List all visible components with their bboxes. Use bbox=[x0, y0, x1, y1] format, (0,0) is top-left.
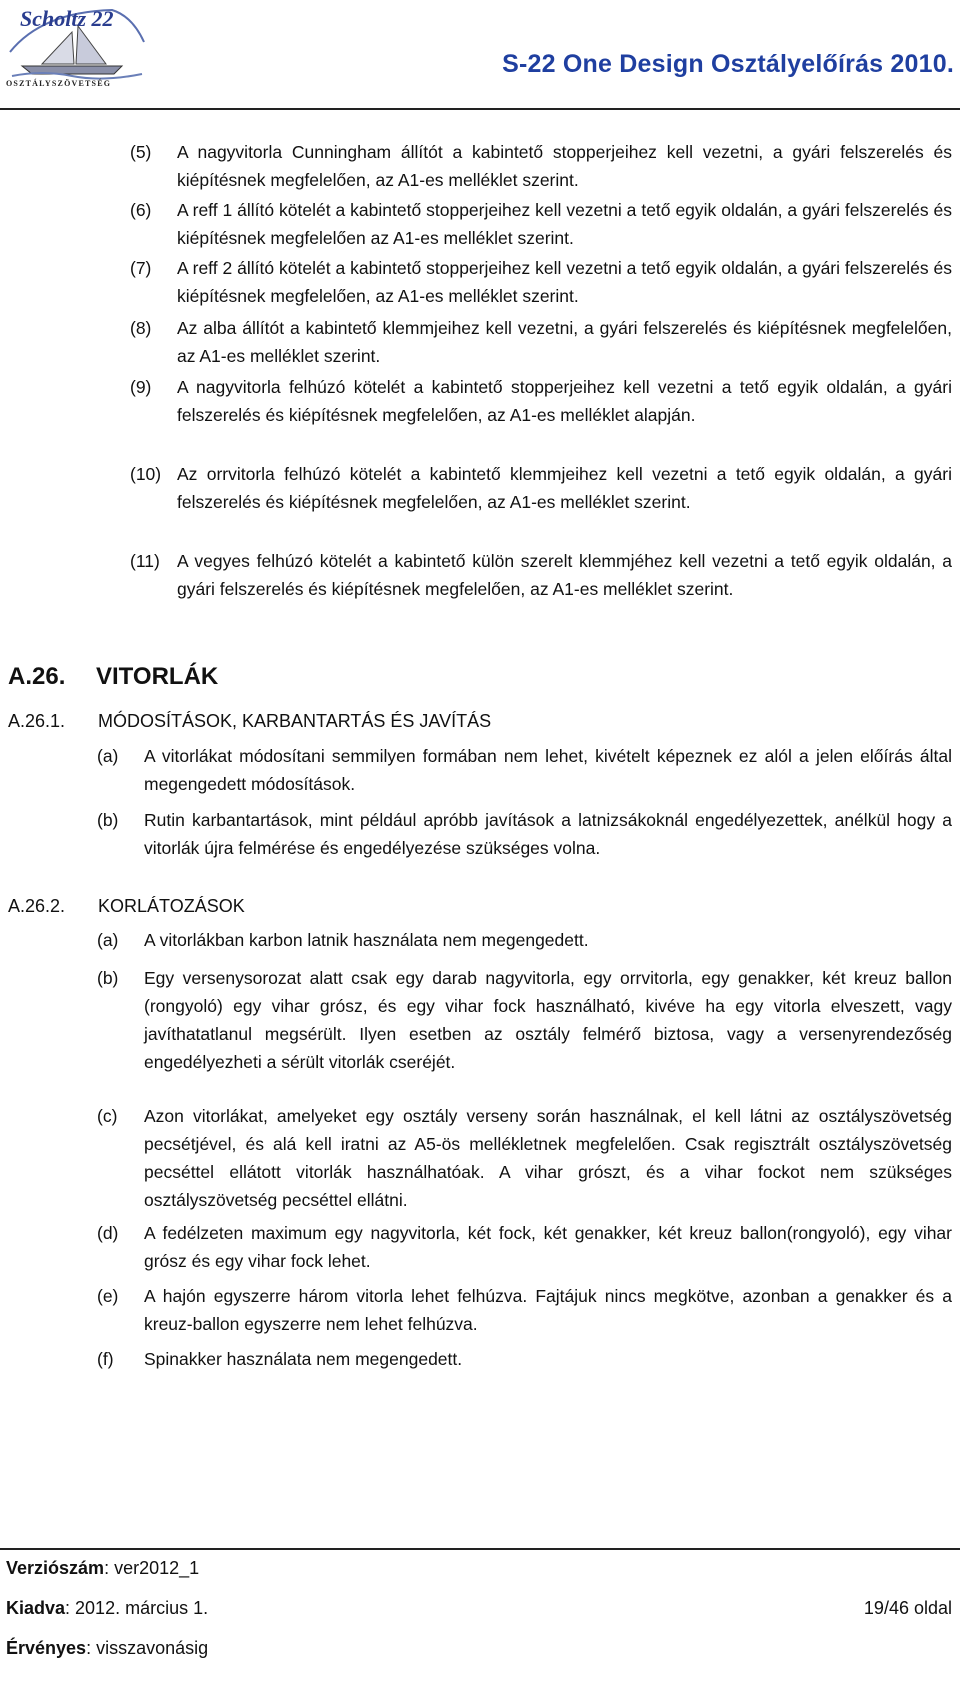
subsection-number: A.26.1. bbox=[8, 711, 66, 731]
section-heading bbox=[8, 663, 218, 691]
logo-text-top: Scholtz 22 bbox=[20, 6, 114, 31]
item-number: (9) bbox=[130, 377, 152, 397]
section-title: VITORLÁK bbox=[96, 663, 219, 690]
list-item bbox=[97, 806, 952, 862]
list-item bbox=[97, 964, 952, 1076]
item-number: (10) bbox=[130, 464, 162, 484]
item-text: A hajón egyszerre három vitorla lehet felhúzva. Fajtájuk nincs megkötve, azonban a genakker és a kreuz-ballon egyszerre nem lehet felhúzva. bbox=[144, 1286, 952, 1334]
header-divider bbox=[0, 108, 960, 110]
subsection-heading bbox=[8, 896, 245, 917]
version-info bbox=[6, 1558, 199, 1579]
list-item bbox=[130, 196, 952, 252]
list-item bbox=[97, 1345, 952, 1373]
list-item bbox=[130, 314, 952, 370]
list-item bbox=[97, 1219, 952, 1275]
valid-value: : visszavonásig bbox=[86, 1638, 209, 1658]
item-text: A reff 2 állító kötelét a kabintető stopperjeihez kell vezetni a tető egyik oldalán, a gyári felszerelés és kiépítésnek megfelelően, az A1-es melléklet szerint. bbox=[177, 258, 952, 306]
item-text: Az orrvitorla felhúzó kötelét a kabintető klemmjeihez kell vezetni a tető egyik oldalán, a gyári felszerelés és kiépítésnek megfelelően, az A1-es melléklet szerint. bbox=[177, 464, 952, 512]
item-letter: (b) bbox=[97, 810, 119, 830]
item-text: Az alba állítót a kabintető klemmjeihez kell vezetni, a gyári felszerelés és kiépítésnek megfelelően, az A1-es melléklet szerint. bbox=[177, 318, 952, 366]
list-item bbox=[97, 742, 952, 798]
item-text: Spinakker használata nem megengedett. bbox=[144, 1349, 463, 1369]
document-title: S-22 One Design Osztályelőírás 2010. bbox=[502, 50, 954, 78]
item-letter: (a) bbox=[97, 930, 119, 950]
page-footer bbox=[0, 1548, 960, 1691]
issue-value: : 2012. március 1. bbox=[65, 1598, 209, 1618]
item-text: A vitorlákban karbon latnik használata nem megengedett. bbox=[144, 930, 589, 950]
page-header bbox=[0, 0, 960, 112]
item-text: Azon vitorlákat, amelyeket egy osztály verseny során használnak, el kell látni az osztályszövetség pecsétjével, és alá kell iratni az A5-ös mellékletnek megfelelően. Csak regisztrált osztályszövetség pecséttel ellátott vitorlák használhatóak. A vihar grószt, és a vihar fockot nem szükséges osztályszövetség pecséttel ellátni. bbox=[144, 1106, 952, 1210]
subsection-number: A.26.2. bbox=[8, 896, 66, 916]
item-text: A vegyes felhúzó kötelét a kabintető külön szerelt klemmjéhez kell vezetni a tető egyik oldalán, a gyári felszerelés és kiépítésnek megfelelően, az A1-es melléklet szerint. bbox=[177, 551, 952, 599]
list-item bbox=[130, 254, 952, 310]
class-association-logo bbox=[2, 2, 152, 88]
list-item bbox=[97, 1102, 952, 1214]
item-letter: (a) bbox=[97, 746, 119, 766]
subsection-title: KORLÁTOZÁSOK bbox=[98, 896, 245, 916]
item-letter: (b) bbox=[97, 968, 119, 988]
item-number: (5) bbox=[130, 142, 152, 162]
item-text: Egy versenysorozat alatt csak egy darab nagyvitorla, egy orrvitorla, egy genakker, két kreuz ballon (rongyoló) egy vihar grósz, és egy vihar fock használható, kivéve ha egy vitorla elveszett, vagy javíthatatlanul megsérült. Ilyen esetben az osztály felmérő biztosa, vagy a versenyrendezőség engedélyezheti a sérült vitorlák cseréjét. bbox=[144, 968, 952, 1072]
list-item bbox=[97, 1282, 952, 1338]
subsection-title: MÓDOSÍTÁSOK, KARBANTARTÁS ÉS JAVÍTÁS bbox=[98, 711, 492, 731]
list-item bbox=[130, 460, 952, 516]
logo-text-bottom: OSZTÁLYSZÖVETSÉG bbox=[6, 79, 112, 88]
version-value: : ver2012_1 bbox=[104, 1558, 200, 1578]
item-text: A nagyvitorla felhúzó kötelét a kabintető stopperjeihez kell vezetni a tető egyik oldalán, a gyári felszerelés és kiépítésnek megfelelően, az A1-es melléklet alapján. bbox=[177, 377, 952, 425]
list-item bbox=[130, 138, 952, 194]
item-text: Rutin karbantartások, mint például apróbb javítások a latnizsákoknál engedélyezettek, anélkül hogy a vitorlák újra felmérése és engedélyezése szükséges volna. bbox=[144, 810, 952, 858]
item-number: (7) bbox=[130, 258, 152, 278]
page-number: 19/46 oldal bbox=[863, 1598, 952, 1618]
item-letter: (e) bbox=[97, 1286, 119, 1306]
issue-info bbox=[6, 1598, 208, 1619]
item-letter: (f) bbox=[97, 1349, 114, 1369]
item-text: A nagyvitorla Cunningham állítót a kabintető stopperjeihez kell vezetni, a gyári felszerelés és kiépítésnek megfelelően, az A1-es melléklet szerint. bbox=[177, 142, 952, 190]
item-letter: (d) bbox=[97, 1223, 119, 1243]
item-number: (11) bbox=[130, 551, 160, 571]
valid-label: Érvényes bbox=[6, 1638, 87, 1658]
list-item bbox=[130, 547, 952, 603]
item-number: (6) bbox=[130, 200, 152, 220]
subsection-heading bbox=[8, 711, 491, 732]
footer-divider bbox=[0, 1548, 960, 1550]
item-letter: (c) bbox=[97, 1106, 118, 1126]
item-text: A reff 1 állító kötelét a kabintető stopperjeihez kell vezetni a tető egyik oldalán, a gyári felszerelés és kiépítésnek megfelelően az A1-es melléklet szerint. bbox=[177, 200, 952, 248]
validity-info bbox=[6, 1638, 208, 1659]
item-number: (8) bbox=[130, 318, 152, 338]
list-item bbox=[97, 926, 952, 954]
version-label: Verziószám bbox=[6, 1558, 105, 1578]
issue-label: Kiadva bbox=[6, 1598, 66, 1618]
section-number: A.26. bbox=[8, 663, 66, 690]
list-item bbox=[130, 373, 952, 429]
item-text: A vitorlákat módosítani semmilyen formában nem lehet, kivételt képeznek ez alól a jelen előírás által megengedett módosítások. bbox=[144, 746, 952, 794]
item-text: A fedélzeten maximum egy nagyvitorla, két fock, két genakker, két kreuz ballon(rongyoló), egy vihar grósz és egy vihar fock lehet. bbox=[144, 1223, 952, 1271]
